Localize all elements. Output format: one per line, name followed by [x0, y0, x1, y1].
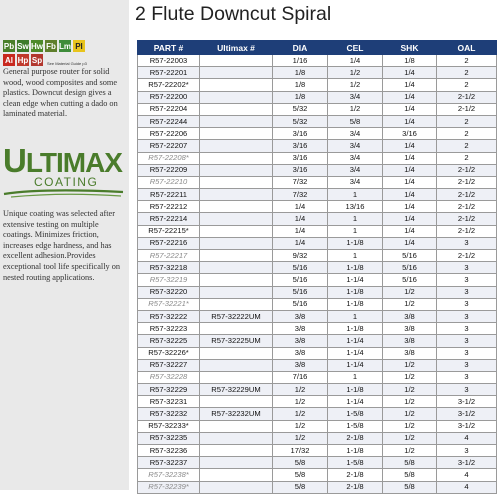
table-row: [138, 408, 497, 420]
table-row: [138, 262, 497, 274]
cell-shk: 1/2: [383, 408, 437, 420]
cell-part: R57-32229: [138, 384, 200, 396]
cell-oal: 3: [437, 262, 497, 274]
cell-ultimax: [200, 79, 273, 91]
table-row: [138, 225, 497, 237]
cell-cel: 3/4: [328, 152, 383, 164]
cell-cel: 1-5/8: [328, 457, 383, 469]
cell-part: R57-22217: [138, 250, 200, 262]
cell-shk: 5/16: [383, 274, 437, 286]
cell-ultimax: R57-32229UM: [200, 384, 273, 396]
cell-shk: 1/4: [383, 237, 437, 249]
cell-ultimax: [200, 237, 273, 249]
cell-shk: 5/8: [383, 469, 437, 481]
cell-ultimax: [200, 152, 273, 164]
table-row: [138, 103, 497, 115]
cell-dia: 5/16: [273, 298, 328, 310]
cell-cel: 1/2: [328, 103, 383, 115]
header-shk: SHK: [383, 41, 437, 55]
cell-shk: 1/4: [383, 91, 437, 103]
cell-dia: 1/4: [273, 213, 328, 225]
cell-cel: 3/4: [328, 91, 383, 103]
cell-oal: 3: [437, 323, 497, 335]
cell-ultimax: [200, 213, 273, 225]
cell-ultimax: [200, 262, 273, 274]
table-row: [138, 371, 497, 383]
cell-oal: 3: [437, 274, 497, 286]
cell-dia: 3/16: [273, 164, 328, 176]
cell-ultimax: [200, 128, 273, 140]
cell-ultimax: [200, 298, 273, 310]
cell-dia: 3/8: [273, 323, 328, 335]
table-row: [138, 298, 497, 310]
cell-dia: 1/4: [273, 237, 328, 249]
product-description: General purpose router for solid wood, wood composites and some plastics. Downcut design gives a clean edge when cutting a dado on laminated material.: [3, 67, 118, 119]
cell-oal: 3: [437, 298, 497, 310]
table-row: [138, 152, 497, 164]
cell-ultimax: [200, 457, 273, 469]
cell-cel: 2-1/8: [328, 432, 383, 444]
cell-cel: 1-1/4: [328, 274, 383, 286]
cell-oal: 3: [437, 286, 497, 298]
cell-ultimax: [200, 103, 273, 115]
cell-shk: 1/4: [383, 152, 437, 164]
cell-cel: 1-1/8: [328, 384, 383, 396]
table-row: [138, 384, 497, 396]
cell-cel: 1-1/4: [328, 347, 383, 359]
cell-oal: 3: [437, 347, 497, 359]
cell-ultimax: [200, 371, 273, 383]
cell-cel: 1: [328, 213, 383, 225]
table-header-row: [138, 41, 497, 55]
table-row: [138, 128, 497, 140]
cell-ultimax: [200, 176, 273, 188]
cell-shk: 1/2: [383, 445, 437, 457]
cell-cel: 1: [328, 250, 383, 262]
cell-dia: 7/32: [273, 176, 328, 188]
material-badge-lm: Lm: [59, 41, 71, 51]
cell-part: R57-22215*: [138, 225, 200, 237]
cell-ultimax: [200, 347, 273, 359]
cell-shk: 1/2: [383, 298, 437, 310]
cell-dia: 1/4: [273, 201, 328, 213]
table-row: [138, 91, 497, 103]
cell-shk: 1/8: [383, 55, 437, 67]
cell-ultimax: R57-32232UM: [200, 408, 273, 420]
cell-dia: 1/16: [273, 55, 328, 67]
cell-dia: 5/16: [273, 286, 328, 298]
cell-dia: 1/2: [273, 396, 328, 408]
cell-oal: 2-1/2: [437, 176, 497, 188]
table-row: [138, 310, 497, 322]
cell-cel: 1-5/8: [328, 420, 383, 432]
cell-cel: 2-1/8: [328, 481, 383, 493]
cell-cel: 1-1/8: [328, 445, 383, 457]
cell-cel: 2-1/8: [328, 469, 383, 481]
cell-part: R57-22201: [138, 67, 200, 79]
cell-oal: 3: [437, 335, 497, 347]
header-cel: CEL: [328, 41, 383, 55]
cell-part: R57-32232: [138, 408, 200, 420]
cell-dia: 5/16: [273, 274, 328, 286]
cell-ultimax: [200, 140, 273, 152]
cell-cel: 1-1/4: [328, 335, 383, 347]
table-row: [138, 140, 497, 152]
cell-cel: 1: [328, 225, 383, 237]
cell-dia: 1/2: [273, 408, 328, 420]
table-row: [138, 213, 497, 225]
cell-dia: 5/16: [273, 262, 328, 274]
cell-part: R57-32221*: [138, 298, 200, 310]
cell-part: R57-22208*: [138, 152, 200, 164]
table-row: [138, 469, 497, 481]
cell-shk: 1/2: [383, 396, 437, 408]
cell-ultimax: [200, 432, 273, 444]
logo-subtitle: COATING: [34, 175, 99, 189]
material-badge-hp: Hp: [17, 55, 29, 65]
table-row: [138, 286, 497, 298]
cell-cel: 3/4: [328, 176, 383, 188]
table-row: [138, 164, 497, 176]
cell-part: R57-32228: [138, 371, 200, 383]
cell-part: R57-22204: [138, 103, 200, 115]
cell-cel: 1-1/8: [328, 286, 383, 298]
cell-oal: 2: [437, 115, 497, 127]
cell-shk: 3/8: [383, 335, 437, 347]
cell-part: R57-32222: [138, 310, 200, 322]
cell-shk: 1/2: [383, 371, 437, 383]
table-row: [138, 189, 497, 201]
cell-part: R57-22210: [138, 176, 200, 188]
cell-oal: 2-1/2: [437, 103, 497, 115]
cell-ultimax: [200, 55, 273, 67]
cell-shk: 1/4: [383, 164, 437, 176]
cell-oal: 2-1/2: [437, 201, 497, 213]
table-row: [138, 396, 497, 408]
cell-oal: 4: [437, 432, 497, 444]
cell-oal: 3: [437, 359, 497, 371]
table-row: [138, 420, 497, 432]
cell-cel: 3/4: [328, 164, 383, 176]
cell-cel: 1-1/8: [328, 298, 383, 310]
cell-dia: 1/8: [273, 67, 328, 79]
header-ultimax: Ultimax #: [200, 41, 273, 55]
table-row: [138, 274, 497, 286]
cell-cel: 1-5/8: [328, 408, 383, 420]
cell-oal: 2-1/2: [437, 225, 497, 237]
cell-cel: 3/4: [328, 128, 383, 140]
cell-part: R57-22202*: [138, 79, 200, 91]
cell-shk: 1/2: [383, 286, 437, 298]
cell-ultimax: R57-32225UM: [200, 335, 273, 347]
material-guide-link[interactable]: See Material Guide p3: [47, 61, 87, 66]
table-row: [138, 55, 497, 67]
cell-shk: 1/2: [383, 432, 437, 444]
cell-ultimax: [200, 250, 273, 262]
cell-ultimax: [200, 164, 273, 176]
cell-part: R57-32227: [138, 359, 200, 371]
cell-part: R57-32219: [138, 274, 200, 286]
table-row: [138, 115, 497, 127]
cell-dia: 1/2: [273, 384, 328, 396]
table-row: [138, 457, 497, 469]
cell-part: R57-22200: [138, 91, 200, 103]
cell-oal: 3-1/2: [437, 396, 497, 408]
cell-ultimax: [200, 420, 273, 432]
cell-dia: 7/16: [273, 371, 328, 383]
cell-part: R57-32235: [138, 432, 200, 444]
cell-oal: 2-1/2: [437, 91, 497, 103]
cell-ultimax: [200, 359, 273, 371]
cell-shk: 3/8: [383, 323, 437, 335]
cell-part: R57-32237: [138, 457, 200, 469]
material-badge-pl: Pl: [73, 40, 85, 52]
cell-dia: 1/2: [273, 432, 328, 444]
table-row: [138, 201, 497, 213]
cell-cel: 1/4: [328, 55, 383, 67]
cell-shk: 1/4: [383, 225, 437, 237]
table-row: [138, 79, 497, 91]
cell-part: R57-32233*: [138, 420, 200, 432]
table-row: [138, 432, 497, 444]
cell-shk: 1/4: [383, 176, 437, 188]
cell-oal: 2: [437, 152, 497, 164]
material-badge-hw: Hw: [31, 41, 43, 51]
cell-cel: 1/2: [328, 79, 383, 91]
cell-oal: 3: [437, 445, 497, 457]
cell-part: R57-22214: [138, 213, 200, 225]
cell-cel: 1-1/8: [328, 237, 383, 249]
cell-shk: 1/4: [383, 67, 437, 79]
cell-part: R57-22207: [138, 140, 200, 152]
cell-cel: 5/8: [328, 115, 383, 127]
cell-cel: 1-1/8: [328, 323, 383, 335]
cell-shk: 5/8: [383, 481, 437, 493]
cell-shk: 1/2: [383, 420, 437, 432]
cell-oal: 3: [437, 384, 497, 396]
cell-part: R57-32239*: [138, 481, 200, 493]
cell-shk: 1/4: [383, 79, 437, 91]
cell-oal: 4: [437, 469, 497, 481]
spec-table: [137, 40, 497, 494]
cell-cel: 1-1/8: [328, 262, 383, 274]
cell-ultimax: [200, 469, 273, 481]
cell-ultimax: [200, 445, 273, 457]
coating-description: Unique coating was selected after extensive testing on multiple coatings. Minimizes friction, increases edge hardness, and has excellent adhesion.Provides exceptional tool life specifically on nested routing applications.: [3, 209, 121, 282]
cell-dia: 1/8: [273, 79, 328, 91]
cell-oal: 2: [437, 140, 497, 152]
cell-oal: 2-1/2: [437, 164, 497, 176]
cell-cel: 1: [328, 371, 383, 383]
header-dia: DIA: [273, 41, 328, 55]
cell-ultimax: [200, 189, 273, 201]
cell-part: R57-32238*: [138, 469, 200, 481]
cell-oal: 3: [437, 237, 497, 249]
material-badge-al: Al: [5, 55, 13, 65]
cell-cel: 3/4: [328, 140, 383, 152]
cell-part: R57-32223: [138, 323, 200, 335]
table-row: [138, 67, 497, 79]
cell-part: R57-32226*: [138, 347, 200, 359]
cell-part: R57-32225: [138, 335, 200, 347]
cell-dia: 3/8: [273, 347, 328, 359]
cell-oal: 3: [437, 310, 497, 322]
cell-oal: 2: [437, 55, 497, 67]
cell-ultimax: R57-32222UM: [200, 310, 273, 322]
cell-oal: 3-1/2: [437, 420, 497, 432]
cell-shk: 1/4: [383, 213, 437, 225]
cell-ultimax: [200, 323, 273, 335]
cell-shk: 1/2: [383, 359, 437, 371]
cell-dia: 3/8: [273, 310, 328, 322]
cell-ultimax: [200, 396, 273, 408]
cell-dia: 3/16: [273, 152, 328, 164]
cell-dia: 17/32: [273, 445, 328, 457]
cell-ultimax: [200, 481, 273, 493]
cell-ultimax: [200, 225, 273, 237]
cell-dia: 3/16: [273, 140, 328, 152]
cell-shk: 1/4: [383, 189, 437, 201]
table-row: [138, 250, 497, 262]
cell-part: R57-22206: [138, 128, 200, 140]
cell-dia: 5/32: [273, 115, 328, 127]
cell-dia: 3/16: [273, 128, 328, 140]
cell-ultimax: [200, 67, 273, 79]
cell-oal: 3-1/2: [437, 408, 497, 420]
cell-shk: 3/16: [383, 128, 437, 140]
cell-shk: 3/8: [383, 310, 437, 322]
material-badges-row-2: [3, 54, 87, 66]
cell-shk: 1/4: [383, 140, 437, 152]
material-badges-row-1: [3, 40, 85, 52]
material-badge-pb: Pb: [3, 41, 15, 51]
cell-oal: 2-1/2: [437, 250, 497, 262]
cell-oal: 2: [437, 128, 497, 140]
sidebar: [0, 0, 129, 490]
cell-cel: 1-1/4: [328, 359, 383, 371]
cell-oal: 2: [437, 67, 497, 79]
cell-oal: 3-1/2: [437, 457, 497, 469]
cell-part: R57-22209: [138, 164, 200, 176]
cell-cel: 1/2: [328, 67, 383, 79]
cell-cel: 1-1/4: [328, 396, 383, 408]
ultimax-logo: [3, 142, 122, 179]
cell-dia: 3/8: [273, 335, 328, 347]
cell-ultimax: [200, 115, 273, 127]
table-row: [138, 347, 497, 359]
cell-oal: 3: [437, 371, 497, 383]
page-title: 2 Flute Downcut Spiral: [135, 3, 332, 25]
logo-name: LTIMAX: [25, 147, 122, 178]
cell-part: R57-32231: [138, 396, 200, 408]
logo-initial: U: [3, 142, 26, 179]
cell-dia: 5/8: [273, 481, 328, 493]
cell-dia: 3/8: [273, 359, 328, 371]
cell-cel: 1: [328, 310, 383, 322]
cell-part: R57-22244: [138, 115, 200, 127]
cell-dia: 7/32: [273, 189, 328, 201]
cell-ultimax: [200, 201, 273, 213]
header-part: PART #: [138, 41, 200, 55]
material-badge-fb: Fb: [46, 41, 56, 51]
cell-shk: 5/8: [383, 457, 437, 469]
cell-ultimax: [200, 286, 273, 298]
cell-shk: 1/4: [383, 201, 437, 213]
cell-part: R57-22003: [138, 55, 200, 67]
cell-part: R57-22216: [138, 237, 200, 249]
cell-dia: 1/4: [273, 225, 328, 237]
cell-dia: 1/8: [273, 91, 328, 103]
cell-shk: 1/2: [383, 384, 437, 396]
table-row: [138, 445, 497, 457]
cell-oal: 2: [437, 79, 497, 91]
cell-dia: 5/8: [273, 457, 328, 469]
table-row: [138, 481, 497, 493]
cell-ultimax: [200, 91, 273, 103]
logo-swoosh-icon: [3, 186, 125, 198]
table-row: [138, 359, 497, 371]
cell-cel: 13/16: [328, 201, 383, 213]
cell-part: R57-32236: [138, 445, 200, 457]
cell-ultimax: [200, 274, 273, 286]
material-badge-sw: Sw: [17, 41, 29, 51]
table-row: [138, 237, 497, 249]
cell-oal: 4: [437, 481, 497, 493]
table-row: [138, 323, 497, 335]
cell-part: R57-32218: [138, 262, 200, 274]
cell-shk: 5/16: [383, 250, 437, 262]
cell-shk: 1/4: [383, 115, 437, 127]
cell-part: R57-22212: [138, 201, 200, 213]
material-badge-sp: Sp: [31, 55, 43, 65]
cell-oal: 2-1/2: [437, 189, 497, 201]
cell-shk: 1/4: [383, 103, 437, 115]
cell-cel: 1: [328, 189, 383, 201]
table-row: [138, 176, 497, 188]
cell-oal: 2-1/2: [437, 213, 497, 225]
cell-dia: 5/32: [273, 103, 328, 115]
cell-shk: 3/8: [383, 347, 437, 359]
cell-dia: 1/2: [273, 420, 328, 432]
cell-shk: 5/16: [383, 262, 437, 274]
header-oal: OAL: [437, 41, 497, 55]
table-row: [138, 335, 497, 347]
cell-dia: 9/32: [273, 250, 328, 262]
cell-dia: 5/8: [273, 469, 328, 481]
cell-part: R57-22211: [138, 189, 200, 201]
cell-part: R57-32220: [138, 286, 200, 298]
